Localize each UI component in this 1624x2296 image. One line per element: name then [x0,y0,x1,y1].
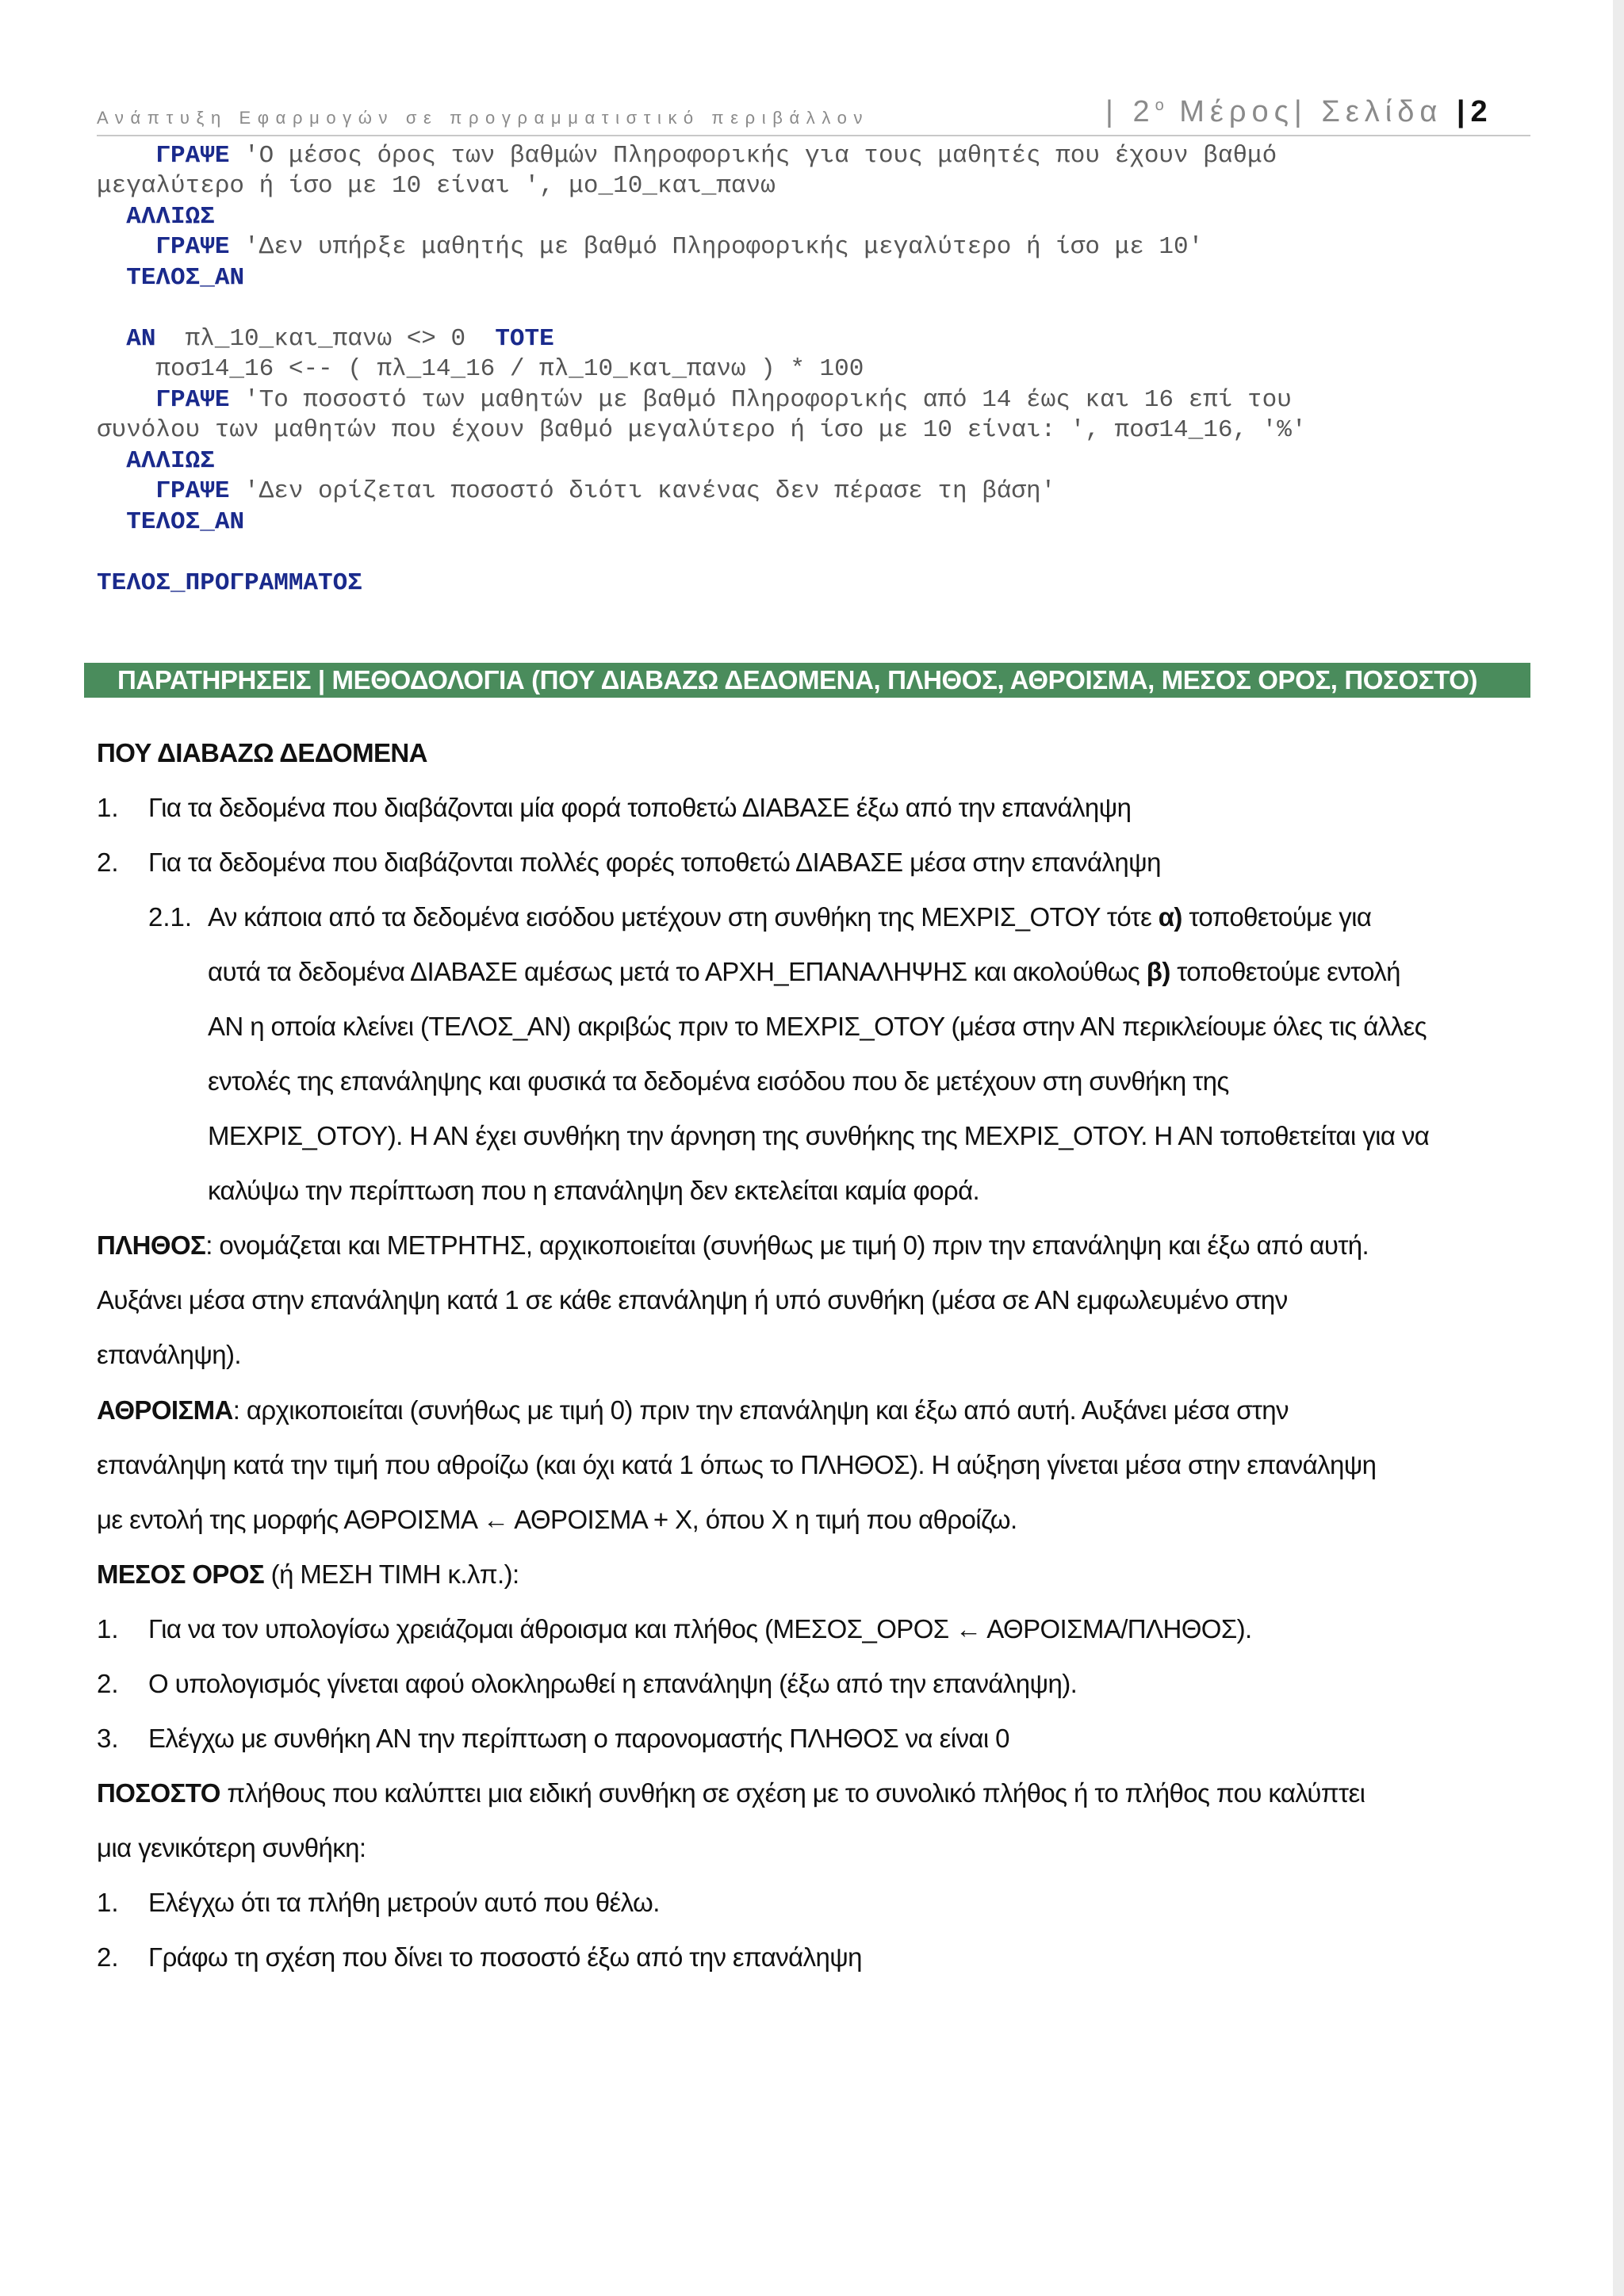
list-item-line [148,790,1131,826]
paragraph-line [208,1063,1229,1100]
text-run: μια γενικότερη συνθήκη: [97,1833,366,1862]
list-item-line [208,899,1371,936]
text-run: αυτά τα δεδομένα ΔΙΑΒΑΣΕ αμέσως μετά το ΑΡΧΗ_ΕΠΑΝΑΛΗΨΗΣ και ακολούθως [208,957,1147,986]
paragraph-line [97,1282,1288,1318]
paragraph-line [97,1502,1017,1538]
code-keyword: ΓΡΑΨΕ [155,477,230,505]
header-part-superscript: ο [1155,97,1166,114]
text-run: τοποθετούμε εντολή [1170,957,1400,986]
code-line [97,232,1203,262]
code-text [97,325,126,353]
list-number: 2. [97,1669,119,1698]
code-text [97,447,126,475]
code-text [97,264,126,292]
list-item-line [148,844,1161,881]
text-run: Ο υπολογισμός γίνεται αφού ολοκληρωθεί η επανάληψη (έξω από την επανάληψη). [148,1669,1078,1698]
code-text [97,203,126,231]
code-line [97,415,1306,446]
paragraph-line [208,954,1400,990]
text-run: Ελέγχω με συνθήκη ΑΝ την περίπτωση ο παρονομαστής ΠΛΗΘΟΣ να είναι 0 [148,1724,1009,1753]
header-rule [97,135,1530,136]
paragraph-line [97,1556,519,1593]
code-keyword: ΑΛΛΙΩΣ [126,447,215,475]
code-line [97,507,244,538]
code-text: πλ_10_και_πανω <> 0 [155,325,496,353]
header-title: Ανάπτυξη Εφαρμογών σε προγραμματιστικό περιβάλλον [97,108,870,128]
text-run: : αρχικοποιείται (συνήθως με τιμή 0) πριν την επανάληψη και έξω από αυτή. Αυξάνει μέσα στην [232,1395,1289,1425]
text-run: Αυξάνει μέσα στην επανάληψη κατά 1 σε κάθε επανάληψη ή υπό συνθήκη (μέσα σε ΑΝ εμφωλευμένο στην [97,1285,1288,1314]
code-line [97,446,215,476]
paragraph-line [97,1227,1369,1264]
text-run: με εντολή της μορφής ΑΘΡΟΙΣΜΑ ← ΑΘΡΟΙΣΜΑ + Χ, όπου Χ η τιμή που αθροίζω. [97,1505,1017,1534]
paragraph-line [208,1118,1429,1154]
text-run: καλύψω την περίπτωση που η επανάληψη δεν εκτελείται καμία φορά. [208,1176,980,1205]
code-keyword: ΑΝ [126,325,156,353]
header-part-number: 2 [1132,95,1155,128]
list-number: 2. [97,848,119,877]
code-text [97,386,155,414]
text-run: Αν κάποια από τα δεδομένα εισόδου μετέχουν στη συνθήκη της ΜΕΧΡΙΣ_ΟΤΟΥ τότε [208,902,1159,932]
text-run: επανάληψη κατά την τιμή που αθροίζω (και όχι κατά 1 όπως το ΠΛΗΘΟΣ). Η αύξηση γίνεται μέσα στην επανάληψη [97,1450,1377,1479]
list-number: 3. [97,1724,119,1753]
code-keyword: ΤΕΛΟΣ_ΠΡΟΓΡΑΜΜΑΤΟΣ [97,569,362,597]
code-text: 'Δεν υπήρξε μαθητής με βαθμό Πληροφορικής μεγαλύτερο ή ίσο με 10' [229,233,1204,261]
text-run: τοποθετούμε για [1182,902,1372,932]
text-run: εντολές της επανάληψης και φυσικά τα δεδομένα εισόδου που δε μετέχουν στη συνθήκη της [208,1066,1229,1096]
page-header [97,95,1530,135]
header-page-info [1105,95,1493,129]
list-number: 2.1. [148,902,193,932]
code-line [97,385,1292,415]
text-run: πλήθους που καλύπτει μια ειδική συνθήκη σε σχέση με το συνολικό πλήθος ή το πλήθος που καλύπτει [220,1778,1365,1808]
code-line [97,202,215,232]
code-text: μεγαλύτερο ή ίσο με 10 είναι ', μο_10_και_πανω [97,172,776,200]
bold-term: ΠΟΣΟΣΤΟ [97,1778,220,1808]
code-text [97,233,155,261]
list-item-line [148,1720,1009,1757]
list-number: 2. [97,1942,119,1972]
list-item-line [148,1885,660,1921]
code-keyword: ΤΕΛΟΣ_ΑΝ [126,264,245,292]
code-text: ποσ14_16 <-- ( πλ_14_16 / πλ_10_και_πανω ) * 100 [97,355,864,383]
header-page-number: |2 [1456,95,1493,128]
code-line [97,141,1277,171]
text-run: (ή ΜΕΣΗ ΤΙΜΗ κ.λπ.): [264,1559,519,1589]
paragraph-line [97,1830,366,1866]
code-text: 'Δεν ορίζεται ποσοστό διότι κανένας δεν πέρασε τη βάση' [229,477,1056,505]
text-run: : ονομάζεται και ΜΕΤΡΗΤΗΣ, αρχικοποιείται (συνήθως με τιμή 0) πριν την επανάληψη και έξω από αυτή. [205,1230,1369,1260]
code-text [97,508,126,536]
code-line [97,568,362,599]
list-item-line [148,1666,1077,1702]
bold-term: ΠΛΗΘΟΣ [97,1230,206,1260]
paragraph-line [97,1447,1376,1483]
list-number: 1. [97,1614,119,1644]
code-keyword: ΤΟΤΕ [495,325,554,353]
code-line [97,354,864,385]
bold-term: ΑΘΡΟΙΣΜΑ [97,1395,233,1425]
text-run: επανάληψη). [97,1340,241,1369]
code-line [97,171,776,201]
page-gutter [1613,0,1624,2296]
code-line [97,324,554,354]
code-keyword: ΓΡΑΨΕ [155,233,230,261]
list-number: 1. [97,793,119,822]
text-run: Για τα δεδομένα που διαβάζονται μία φορά τοποθετώ ΔΙΑΒΑΣΕ έξω από την επανάληψη [148,793,1132,822]
code-line [97,476,1055,507]
text-run: Για να τον υπολογίσω χρειάζομαι άθροισμα και πλήθος (ΜΕΣΟΣ_ΟΡΟΣ ← ΑΘΡΟΙΣΜΑ/ΠΛΗΘΟΣ). [148,1614,1252,1644]
code-text: 'Το ποσοστό των μαθητών με βαθμό Πληροφορικής από 14 έως και 16 επί του [229,386,1292,414]
list-item-line [148,1939,862,1976]
code-keyword: ΓΡΑΨΕ [155,386,230,414]
paragraph-line [97,1775,1365,1812]
header-separator: | [1105,95,1133,128]
paragraph-line [208,1173,979,1209]
bold-term: β) [1146,957,1170,986]
list-number: 1. [97,1888,119,1917]
code-text [97,142,155,170]
header-page-word: Σελίδα [1321,95,1457,128]
code-keyword: ΑΛΛΙΩΣ [126,203,215,231]
code-text: συνόλου των μαθητών που έχουν βαθμό μεγαλύτερο ή ίσο με 10 είναι: ', ποσ14_16, '%' [97,416,1307,444]
bold-term: ΜΕΣΟΣ ΟΡΟΣ [97,1559,265,1589]
code-text: 'Ο μέσος όρος των βαθμών Πληροφορικής για τους μαθητές που έχουν βαθμό [229,142,1277,170]
paragraph-line [97,1392,1289,1429]
section-bar-title: ΠΑΡΑΤΗΡΗΣΕΙΣ | ΜΕΘΟΔΟΛΟΓΙΑ (ΠΟΥ ΔΙΑΒΑΖΩ ΔΕΔΟΜΕΝΑ, ΠΛΗΘΟΣ, ΑΘΡΟΙΣΜΑ, ΜΕΣΟΣ ΟΡΟΣ, ΠΟΣΟΣΤΟ) [117,665,1478,695]
paragraph-line [97,735,427,771]
text-run: Γράφω τη σχέση που δίνει το ποσοστό έξω από την επανάληψη [148,1942,862,1972]
list-item-line [148,1611,1252,1647]
text-run: ΑΝ η οποία κλείνει (ΤΕΛΟΣ_ΑΝ) ακριβώς πριν το ΜΕΧΡΙΣ_ΟΤΟΥ (μέσα στην ΑΝ περικλείουμε όλες τις άλλες [208,1012,1427,1041]
text-run: ΜΕΧΡΙΣ_ΟΤΟΥ). Η ΑΝ έχει συνθήκη την άρνηση της συνθήκης της ΜΕΧΡΙΣ_ΟΤΟΥ. Η ΑΝ τοποθετείται για να [208,1121,1430,1150]
section-bar [84,663,1530,698]
header-separator: | [1293,95,1322,128]
text-run: Ελέγχω ότι τα πλήθη μετρούν αυτό που θέλω. [148,1888,660,1917]
text-run: Για τα δεδομένα που διαβάζονται πολλές φορές τοποθετώ ΔΙΑΒΑΣΕ μέσα στην επανάληψη [148,848,1161,877]
header-part-word: Μέρος [1165,95,1294,128]
code-line [97,263,244,293]
code-text [97,477,155,505]
paragraph-line [97,1337,241,1373]
bold-term: ΠΟΥ ΔΙΑΒΑΖΩ ΔΕΔΟΜΕΝΑ [97,738,427,767]
paragraph-line [208,1008,1427,1045]
code-keyword: ΓΡΑΨΕ [155,142,230,170]
code-keyword: ΤΕΛΟΣ_ΑΝ [126,508,245,536]
bold-term: α) [1158,902,1182,932]
